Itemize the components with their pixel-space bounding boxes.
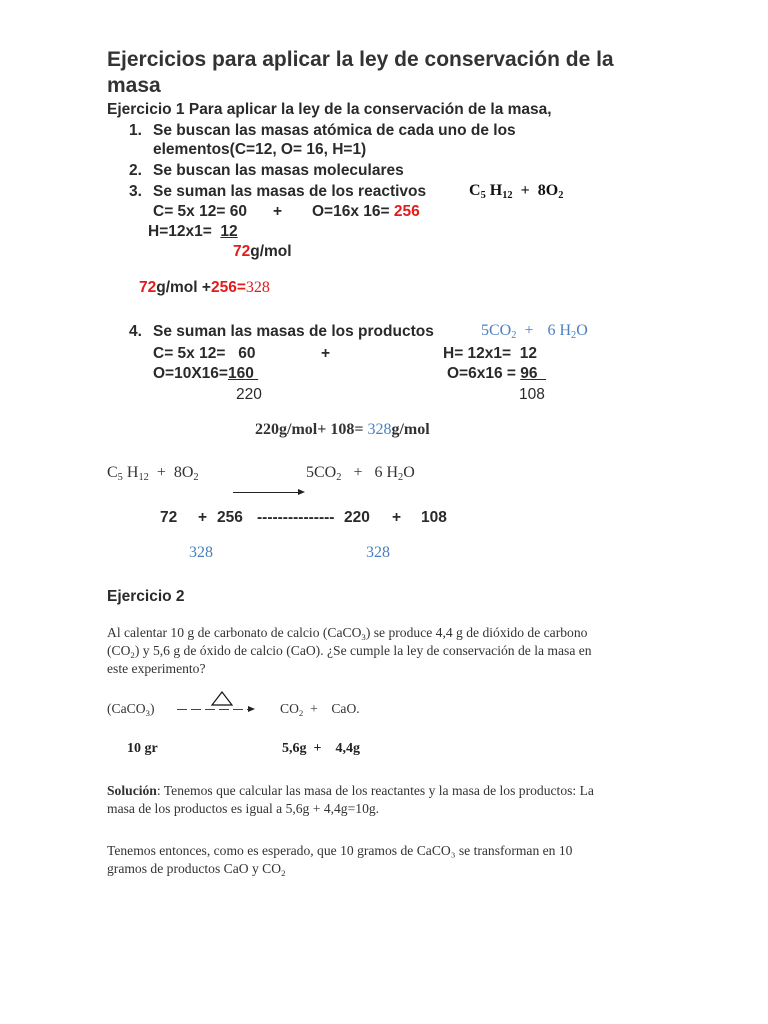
plus-sign: +	[273, 203, 283, 220]
caco3-reactant: (CaCO$_3$)	[107, 701, 155, 718]
mass-108: 108	[421, 509, 447, 526]
page-title	[107, 47, 614, 99]
reaction-arrow-line	[233, 492, 299, 493]
reaction-arrow-2-icon	[248, 706, 255, 712]
mass-products: 5,6g + 4,4g	[282, 741, 360, 756]
mass-dashes: ---------------	[257, 509, 335, 526]
solution-paragraph: Solución: Tenemos que calcular las masa de los reactantes y la masa de los productos: La masa de los productos es igual a 5,6g + 4,4g=10g.	[107, 783, 594, 816]
reaction-arrow-2-line	[177, 709, 249, 710]
exercise-1-heading: Ejercicio 1 Para aplicar la ley de la conservación de la masa,	[107, 101, 552, 118]
mass-220: 220	[344, 509, 370, 526]
list-item-1-line-1: Se buscan las masas atómica de cada uno de los	[153, 122, 516, 139]
reactant-total: 72g/mol +256=328	[139, 279, 270, 296]
mass-256: 256	[217, 509, 243, 526]
list-number-4: 4.	[129, 323, 142, 340]
total-products: 328	[366, 544, 390, 561]
product-carbon-calc: C= 5x 12= 60	[153, 345, 256, 362]
product-hydrogen-calc: H= 12x1= 12	[443, 345, 537, 362]
list-item-1-line-2: elementos(C=12, O= 16, H=1)	[153, 141, 367, 158]
product-plus-sign: +	[321, 345, 331, 362]
list-item-2: Se buscan las masas moleculares	[153, 162, 404, 179]
conclusion-paragraph: Tenemos entonces, como es esperado, que 10 gramos de CaCO₃ se transforman en 10 gramos de productos CaO y $CO_2$	[107, 843, 573, 878]
product-oxygen-calc: O=10X16=160	[153, 365, 259, 382]
title-line-1: Ejercicios para aplicar la ley de conservación de la	[107, 48, 614, 71]
list-number-2: 2.	[129, 162, 142, 179]
product-total: 220g/mol+ 108= 328g/mol	[255, 421, 430, 438]
mass-10gr: 10 gr	[127, 741, 158, 756]
product-sum-1: 220	[236, 386, 262, 403]
product-oxygen-calc-2: O=6x16 = 96	[447, 365, 547, 382]
title-line-2: masa	[107, 74, 161, 97]
list-item-3: Se suman las masas de los reactivos	[153, 183, 427, 200]
mass-72: 72	[160, 509, 178, 526]
hydrogen-calc: H=12x1= 12	[148, 223, 238, 240]
exercise-2-paragraph: Al calentar 10 g de carbonato de calcio (CaCO$_3$) se produce 4,4 g de dióxido de carbono $(CO_2)$ y 5,6 g de óxido de calcio (CaO). ¿Se cumple la ley de conservación de la masa en este experimento?	[107, 625, 592, 676]
reactants-formula: $C_5$ $H_{12} + 8O_2$	[469, 182, 564, 201]
oxygen-calc: O=16x 16= 256	[312, 203, 420, 220]
carbon-calc: C= 5x 12= 60	[153, 203, 247, 220]
mass-plus-2: +	[392, 509, 402, 526]
reaction-arrow-icon	[298, 489, 305, 495]
list-number-3: 3.	[129, 183, 142, 200]
list-number-1: 1.	[129, 122, 142, 139]
heat-triangle-icon	[211, 691, 233, 706]
list-item-4: Se suman las masas de los productos	[153, 323, 434, 340]
products-formula: $5CO_2 + 6$ $H_2O$	[481, 322, 588, 341]
products-co2-cao: $CO_2$ + CaO.	[280, 701, 360, 718]
mass-plus-1: +	[198, 509, 208, 526]
exercise-2-heading: Ejercicio 2	[107, 588, 185, 605]
product-sum-2: 108	[519, 386, 545, 403]
total-reactants: 328	[189, 544, 213, 561]
reactant-sum: 72g/mol	[233, 243, 292, 260]
equation-products: $5CO_2 + 6$ $H_2O$	[306, 464, 415, 483]
equation-reactants: $C_5$ $H_{12} + 8O_2$	[107, 464, 199, 483]
